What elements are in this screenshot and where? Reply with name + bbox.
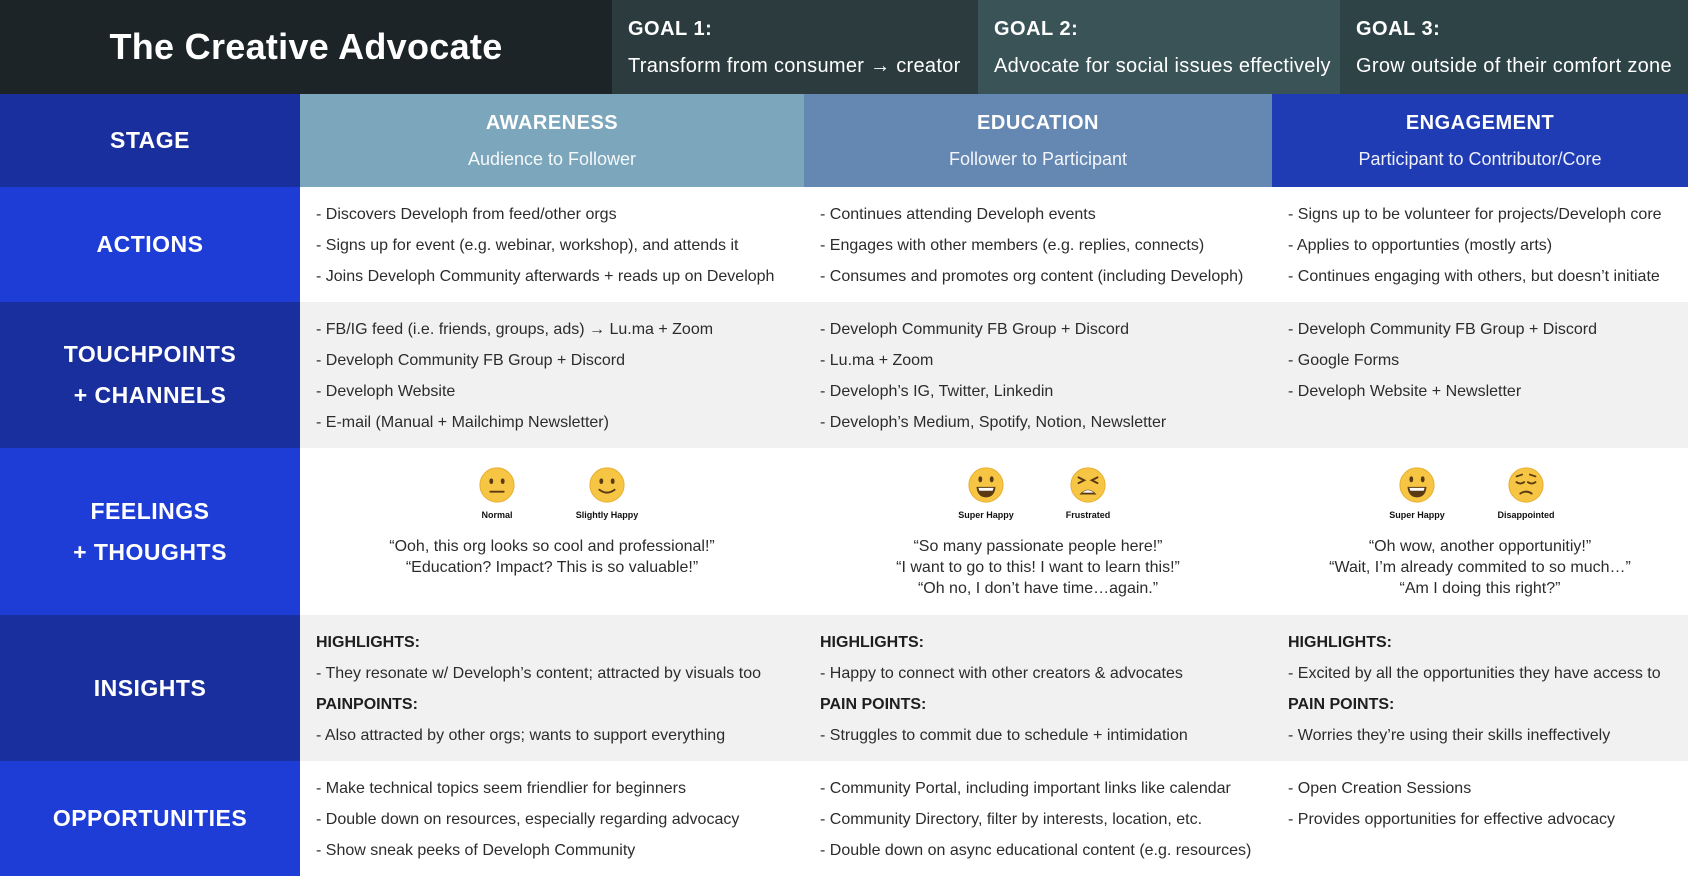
touchpoints-row (0, 302, 1688, 448)
quote: “I want to go to this! I want to learn this!” (896, 559, 1180, 576)
list-item: - Developh’s IG, Twitter, Linkedin (820, 383, 1054, 400)
row-label-actions: ACTIONS (0, 187, 300, 302)
list-item: - Open Creation Sessions (1288, 780, 1472, 797)
goal-3 (1340, 0, 1688, 94)
stage-awareness (300, 94, 804, 187)
list-item: - Discovers Developh from feed/other orgs (316, 206, 617, 223)
list-item: - Developh Website (316, 383, 456, 400)
quotes (300, 536, 804, 578)
header (0, 0, 1688, 94)
stage-subtitle: Participant to Contributor/Core (1358, 148, 1602, 169)
list-item: - Applies to opportunties (mostly arts) (1288, 237, 1553, 254)
painpoints-heading: PAIN POINTS: (1288, 696, 1395, 713)
emoji-label: Super Happy (1389, 510, 1445, 520)
insights-engagement (1272, 615, 1688, 761)
list-item: - Google Forms (1288, 352, 1400, 369)
opportunities-education (804, 761, 1272, 876)
highlights-heading: HIGHLIGHTS: (1288, 634, 1392, 651)
stage-subtitle: Audience to Follower (467, 148, 637, 169)
emoji-normal (457, 466, 537, 520)
goal-2 (978, 0, 1340, 94)
touchpoints-education (804, 302, 1272, 448)
stage-subtitle: Follower to Participant (948, 148, 1128, 169)
row-label-opportunities: OPPORTUNITIES (0, 761, 300, 876)
emoji-frustrated (1048, 466, 1128, 520)
neutral-face-icon (478, 466, 516, 504)
list-item: - Continues engaging with others, but doesn’t initiate (1288, 268, 1660, 285)
list-item: - Worries they’re using their skills ineffectively (1288, 727, 1611, 744)
pensive-face-icon (1507, 466, 1545, 504)
stage-education (804, 94, 1272, 187)
opportunities-engagement (1272, 761, 1688, 876)
quote: “Wait, I’m already commited to so much…” (1329, 559, 1631, 576)
tired-face-icon (1069, 466, 1107, 504)
actions-education (804, 187, 1272, 302)
list-item: - They resonate w/ Developh’s content; attracted by visuals too (316, 665, 761, 682)
list-item: - E-mail (Manual + Mailchimp Newsletter) (316, 414, 609, 431)
list-item: - Community Portal, including important links like calendar (820, 780, 1231, 797)
list-item: - Community Directory, filter by interests, location, etc. (820, 811, 1203, 828)
actions-row (0, 187, 1688, 302)
list-item: - Signs up for event (e.g. webinar, workshop), and attends it (316, 237, 739, 254)
opportunities-awareness (300, 761, 804, 876)
row-label-insights: INSIGHTS (0, 615, 300, 761)
touchpoints-awareness (300, 302, 804, 448)
list-item: - Provides opportunities for effective advocacy (1288, 811, 1615, 828)
quote: “Am I doing this right?” (1399, 580, 1561, 597)
actions-engagement (1272, 187, 1688, 302)
list-item: - Signs up to be volunteer for projects/Developh core (1288, 206, 1662, 223)
highlights-heading: HIGHLIGHTS: (316, 634, 420, 651)
list-item: - Joins Developh Community afterwards + reads up on Developh (316, 268, 775, 285)
list-item: - Show sneak peeks of Developh Community (316, 842, 636, 859)
list-item: - Happy to connect with other creators & advocates (820, 665, 1183, 682)
list-item: - Developh Community FB Group + Discord (316, 352, 625, 369)
emoji-super-happy (946, 466, 1026, 520)
touchpoints-engagement (1272, 302, 1688, 448)
actions-awareness (300, 187, 804, 302)
stage-engagement (1272, 94, 1688, 187)
quote: “Ooh, this org looks so cool and professional!” (389, 538, 715, 555)
goal-label: GOAL 2: (994, 18, 1079, 40)
page-title: The Creative Advocate (109, 26, 503, 67)
list-item: - Struggles to commit due to schedule + intimidation (820, 727, 1188, 744)
feelings-education (804, 448, 1272, 615)
quotes (804, 536, 1272, 599)
insights-education (804, 615, 1272, 761)
goal-text: Grow outside of their comfort zone (1356, 55, 1672, 77)
painpoints-heading: PAINPOINTS: (316, 696, 418, 713)
list-item: - Developh’s Medium, Spotify, Notion, Newsletter (820, 414, 1167, 431)
feelings-row (0, 448, 1688, 615)
list-item: - Continues attending Developh events (820, 206, 1096, 223)
list-item: - Make technical topics seem friendlier for beginners (316, 780, 686, 797)
list-item: - FB/IG feed (i.e. friends, groups, ads) → Lu.ma + Zoom (316, 321, 714, 338)
list-item: - Engages with other members (e.g. replies, connects) (820, 237, 1205, 254)
insights-awareness (300, 615, 804, 761)
list-item: - Developh Website + Newsletter (1288, 383, 1522, 400)
list-item: - Double down on async educational content (e.g. resources) (820, 842, 1252, 859)
opportunities-row (0, 761, 1688, 876)
goal-label: GOAL 1: (628, 18, 713, 40)
quotes (1272, 536, 1688, 599)
goal-label: GOAL 3: (1356, 18, 1441, 40)
emoji-label: Normal (481, 510, 513, 520)
row-label-feelings: FEELINGS + THOUGHTS (0, 448, 300, 615)
emoji-label: Disappointed (1497, 510, 1555, 520)
emoji-label: Super Happy (958, 510, 1014, 520)
quote: “Oh wow, another opportunitiy!” (1368, 538, 1592, 555)
quote: “So many passionate people here!” (913, 538, 1163, 555)
list-item: - Developh Community FB Group + Discord (1288, 321, 1597, 338)
list-item: - Excited by all the opportunities they have access to (1288, 665, 1661, 682)
emoji-slightly-happy (567, 466, 647, 520)
goal-text: Transform from consumer → creator (628, 55, 961, 77)
row-label-touchpoints: TOUCHPOINTS + CHANNELS (0, 302, 300, 448)
painpoints-heading: PAIN POINTS: (820, 696, 927, 713)
list-item: - Lu.ma + Zoom (820, 352, 934, 369)
list-item: - Developh Community FB Group + Discord (820, 321, 1129, 338)
emoji-super-happy (1377, 466, 1457, 520)
insights-row (0, 615, 1688, 761)
emoji-label: Frustrated (1065, 510, 1111, 520)
stage-name: ENGAGEMENT (1405, 111, 1555, 134)
feelings-engagement (1272, 448, 1688, 615)
stage-name: EDUCATION (977, 111, 1099, 134)
slightly-smiling-face-icon (588, 466, 626, 504)
quote: “Education? Impact? This is so valuable!” (405, 559, 699, 576)
stage-name: AWARENESS (485, 111, 619, 134)
grinning-face-icon (967, 466, 1005, 504)
list-item: - Consumes and promotes org content (including Developh) (820, 268, 1244, 285)
grinning-face-icon (1398, 466, 1436, 504)
stage-row (0, 94, 1688, 187)
highlights-heading: HIGHLIGHTS: (820, 634, 924, 651)
goal-text: Advocate for social issues effectively (994, 55, 1331, 77)
goal-1 (612, 0, 978, 94)
list-item: - Also attracted by other orgs; wants to support everything (316, 727, 726, 744)
title-box (0, 0, 612, 94)
quote: “Oh no, I don’t have time…again.” (917, 580, 1159, 597)
emoji-disappointed (1486, 466, 1566, 520)
emoji-label: Slightly Happy (575, 510, 639, 520)
row-label-stage: STAGE (0, 94, 300, 187)
list-item: - Double down on resources, especially regarding advocacy (316, 811, 740, 828)
feelings-awareness (300, 448, 804, 615)
